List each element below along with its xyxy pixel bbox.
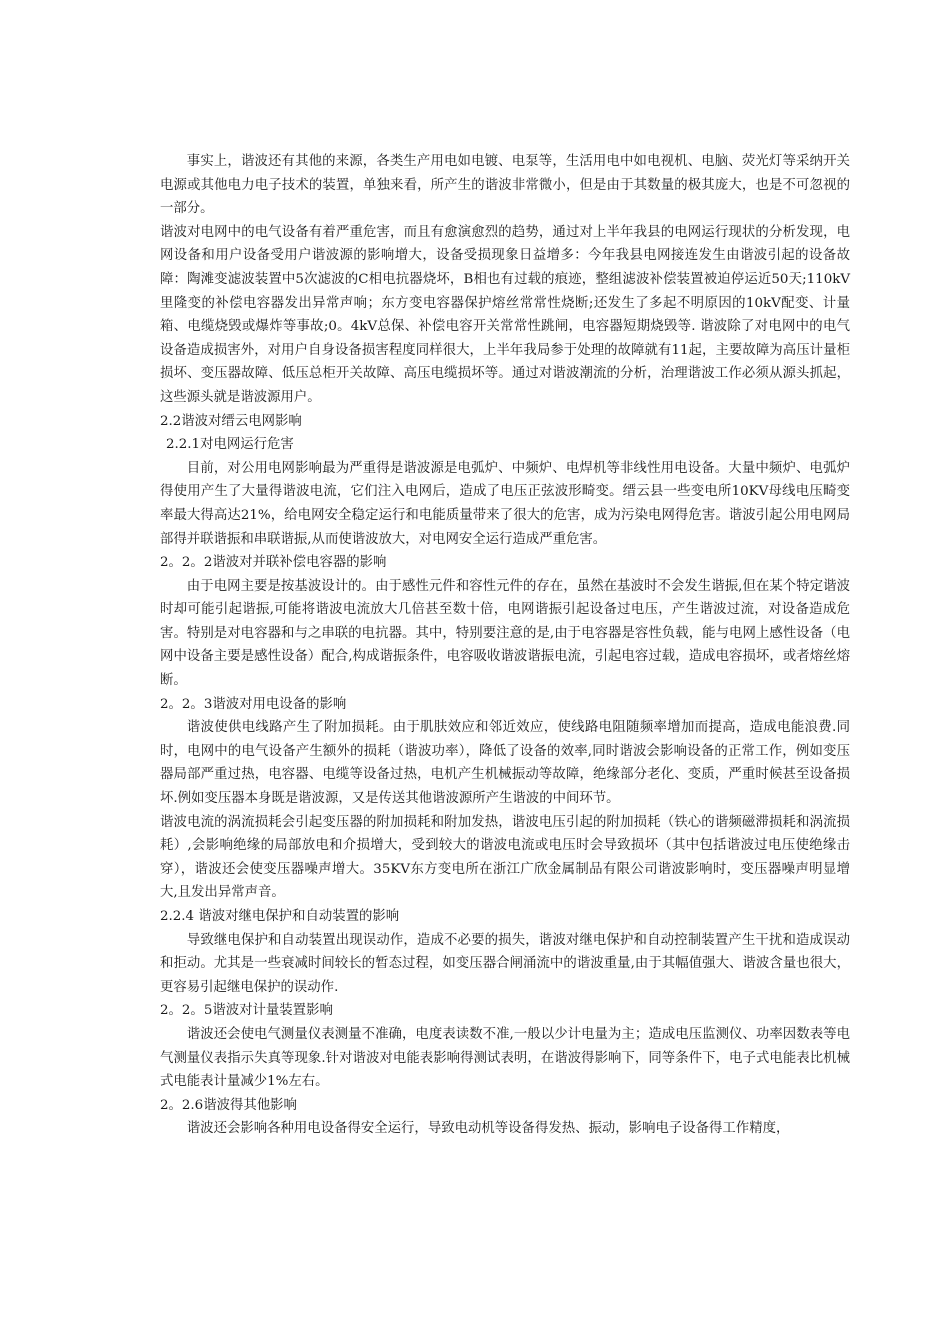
paragraph: 导致继电保护和自动装置出现误动作，造成不必要的损失，谐波对继电保护和自动控制装置产生干扰和造成误动和拒动。尤其是一些衰减时间较长的暂态过程，如变压器合闸涌流中的谐波重量,由于其幅值强大、谐波含量也很大，更容易引起继电保护的误动作. (160, 932, 850, 995)
paragraph: 事实上，谐波还有其他的来源，各类生产用电如电镀、电泵等，生活用电中如电视机、电脑、荧光灯等采纳开关电源或其他电力电子技术的装置，单独来看，所产生的谐波非常微小，但是由于其数量的极其庞大，也是不可忽视的一部分。 (160, 154, 850, 217)
subsection-heading: 2。2。3谐波对用电设备的影响 (160, 696, 347, 712)
document-body (160, 150, 850, 1141)
paragraph: 谐波还会影响各种用电设备得安全运行，导致电动机等设备得发热、振动，影响电子设备得工作精度， (186, 1121, 790, 1137)
paragraph: 目前，对公用电网影响最为严重得是谐波源是电弧炉、中频炉、电焊机等非线性用电设备。大量中频炉、电弧炉得使用产生了大量得谐波电流，它们注入电网后，造成了电压正弦波形畸变。缙云县一些变电所10KV母线电压畸变率最大得高达21%，给电网安全稳定运行和电能质量带来了很大的危害，成为污染电网得危害。谐波引起公用电网局部得并联谐振和串联谐振,从而使谐波放大，对电网安全运行造成严重危害。 (160, 460, 850, 547)
subsection-heading: 2。2。5谐波对计量装置影响 (160, 1003, 333, 1019)
paragraph: 谐波电流的涡流损耗会引起变压器的附加损耗和附加发热，谐波电压引起的附加损耗（铁心的谐频磁滞损耗和涡流损耗）,会影响绝缘的局部放电和介损增大，受到较大的谐波电流或电压时会导致损坏（其中包括谐波过电压使绝缘击穿），谐波还会使变压器噪声增大。35KV东方变电所在浙江广欣金属制品有限公司谐波影响时，变压器噪声明显增大,且发出异常声音。 (160, 814, 850, 901)
section-heading: 2.2谐波对缙云电网影响 (160, 413, 302, 429)
paragraph: 谐波使供电线路产生了附加损耗。由于肌肤效应和邻近效应，使线路电阻随频率增加而提高，造成电能浪费.同时，电网中的电气设备产生额外的损耗（谐波功率），降低了设备的效率,同时谐波会影响设备的正常工作，例如变压器局部严重过热，电容器、电缆等设备过热，电机产生机械振动等故障，绝缘部分老化、变质，严重时候甚至设备损坏.例如变压器本身既是谐波源，又是传送其他谐波源所产生谐波的中间环节。 (160, 720, 850, 807)
subsection-heading: 2。2。2谐波对并联补偿电容器的影响 (160, 555, 387, 571)
paragraph: 谐波还会使电气测量仪表测量不准确，电度表读数不准,一般以少计电量为主；造成电压监测仪、功率因数表等电气测量仪表指示失真等现象.针对谐波对电能表影响得测试表明，在谐波得影响下，同等条件下，电子式电能表比机械式电能表计量减少1%左右。 (160, 1026, 850, 1090)
paragraph: 谐波对电网中的电气设备有着严重危害，而且有愈演愈烈的趋势，通过对上半年我县的电网运行现状的分析发现，电网设备和用户设备受用户谐波源的影响增大，设备受损现象日益增多：今年我县电网接连发生由谐波引起的设备故障：陶滩变滤波装置中5次滤波的C相电抗器烧坏，B相也有过载的痕迹，整组滤波补偿装置被迫停运近50天;110kV里隆变的补偿电容器发出异常声响；东方变电容器保护熔丝常常性烧断;还发生了多起不明原因的10kV配变、计量箱、电缆烧毁或爆炸等事故;0。4kV总保、补偿电容开关常常性跳闸，电容器短期烧毁等. 谐波除了对电网中的电气设备造成损害外，对用户自身设备损害程度同样很大，上半年我局参于处理的故障就有11起，主要故障为高压计量柜损坏、变压器故障、低压总柜开关故障、高压电缆损坏等。通过对谐波潮流的分析，治理谐波工作必须从源头抓起，这些源头就是谐波源用户。 (160, 224, 850, 405)
subsection-heading: 2.2.1对电网运行危害 (166, 437, 294, 453)
subsection-heading: 2.2.4 谐波对继电保护和自动装置的影响 (160, 909, 400, 924)
paragraph: 由于电网主要是按基波设计的。由于感性元件和容性元件的存在，虽然在基波时不会发生谐振,但在某个特定谐波时却可能引起谐振,可能将谐波电流放大几倍甚至数十倍，电网谐振引起设备过电压，产生谐波过流，对设备造成危害。特别是对电容器和与之串联的电抗器。其中，特别要注意的是,由于电容器是容性负载，能与电网上感性设备（电网中设备主要是感性设备）配合,构成谐振条件，电容吸收谐波谐振电流，引起电容过载，造成电容损坏，或者熔丝熔断。 (160, 578, 850, 689)
subsection-heading: 2。2.6谐波得其他影响 (160, 1097, 297, 1113)
